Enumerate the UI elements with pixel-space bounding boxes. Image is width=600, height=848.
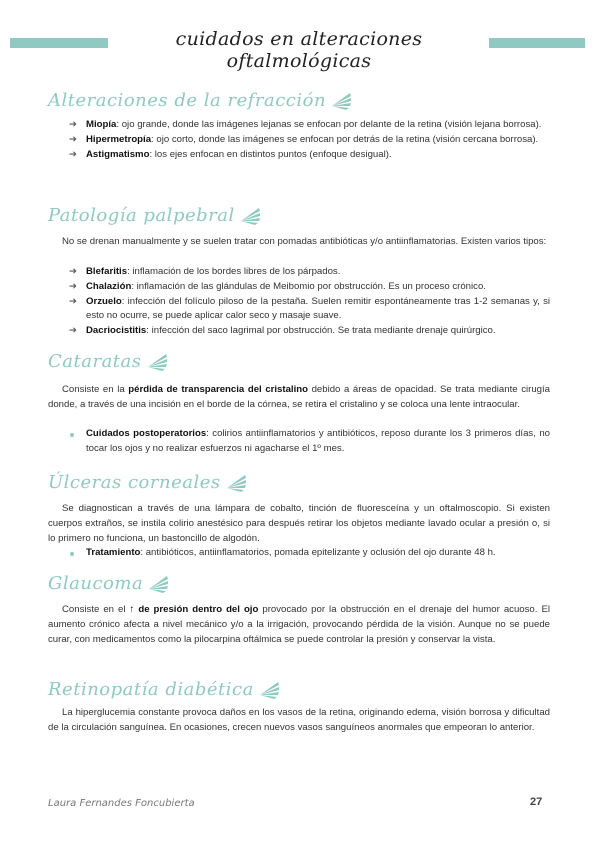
term: Miopía (86, 119, 117, 130)
page-number: 27 (530, 796, 543, 808)
fan-decoration-icon (146, 351, 168, 371)
arrow-bullet-icon: ➔ (69, 266, 78, 277)
arrow-bullet-icon: ➔ (69, 148, 78, 160)
cataratas-paragraph (48, 383, 550, 413)
arrow-bullet-icon: ➔ (69, 325, 78, 337)
arrow-bullet-icon: ➔ (69, 280, 78, 292)
definition: : inflamación de los bordes libres de los párpados. (127, 266, 341, 277)
list-item (48, 118, 550, 133)
arrow-bullet-icon: ➔ (69, 133, 78, 145)
palpebral-list (48, 265, 550, 339)
fan-decoration-icon (258, 679, 280, 699)
page-title: cuidados en alteraciones oftalmológicas (175, 28, 423, 72)
arrow-bullet-icon: ➔ (69, 295, 78, 307)
footer-author: Laura Fernandes Foncubierta (48, 798, 195, 809)
list-item (48, 280, 550, 295)
list-item (48, 265, 550, 280)
term: Cuidados postoperatorios (86, 428, 207, 439)
ulceras-paragraph: Se diagnostican a través de una lámpara de cobalto, tinción de fluoresceína y un oftalmoscopio. Si existen cuerpos extraños, se instila colirio anestésico para después retirar los objetos mediante lavado ocular a presión o, si lo primero no funciona, un bastoncillo de algodón. (48, 503, 550, 544)
list-item (48, 546, 550, 561)
page-header (0, 28, 600, 72)
text: Consiste en la (62, 384, 129, 395)
fan-decoration-icon (239, 205, 261, 225)
fan-decoration-icon (330, 90, 352, 110)
retinopatia-paragraph: La hiperglucemia constante provoca daños en los vasos de la retina, originando edema, visión borrosa y dificultad de la circulación sanguínea. En ocasiones, crecen nuevos vasos sanguíneos anormales que empeoran lo anterior. (48, 707, 550, 733)
text: Consiste en el (62, 604, 130, 615)
definition: : colirios antiinflamatorios y antibióticos, reposo durante los 3 primeros días, no tocar los ojos y no realizar esfuerzos ni agacharse el 1º mes. (86, 428, 550, 454)
definition: : infección del saco lagrimal por obstrucción. Se trata mediante drenaje quirúrgico. (146, 325, 496, 337)
term: Dacriocistitis (86, 325, 147, 337)
list-item (48, 148, 550, 163)
highlight: pérdida de transparencia del cristalino (128, 384, 308, 395)
text: debido a áreas de opacidad. Se trata mediante cirugía donde, a través de una incisión en el borde de la córnea, se retira el cristalino y se coloca una lente intraocular. (48, 384, 550, 410)
section-heading-retinopatia (48, 676, 280, 702)
fan-decoration-icon (147, 573, 169, 593)
list-item (48, 427, 550, 457)
dot-bullet-icon (70, 433, 74, 437)
palpebral-intro: No se drenan manualmente y se suelen tratar con pomadas antibióticas y/o antiinflamatorias. Existen varios tipos: (62, 236, 547, 247)
arrow-bullet-icon: ➔ (69, 119, 78, 130)
term: Blefaritis (86, 266, 128, 277)
cataratas-list (48, 427, 550, 457)
ulceras-list (48, 546, 550, 561)
section-heading-palpebral (48, 202, 261, 228)
term: Chalazión (86, 280, 132, 292)
section-heading-cataratas (48, 348, 168, 374)
term: Hipermetropía (86, 133, 152, 145)
section-heading-refraccion (48, 87, 352, 113)
section-title: Cataratas (48, 350, 142, 372)
dot-bullet-icon (70, 552, 74, 556)
header-bar-right (489, 38, 585, 48)
glaucoma-paragraph (48, 603, 550, 647)
section-title: Patología palpebral (48, 204, 235, 226)
text: provocado por la obstrucción en el drenaje del humor acuoso. El aumento crónico afecta a nivel mecánico y/o a la irrigación, provocando pérdida de la visión. Aunque no se puede curar, con medicamentos como la pilocarpina oftálmica se puede controlar la presión y conservar la vista. (48, 604, 550, 645)
definition: : inflamación de las glándulas de Meibomio por obstrucción. Es un proceso crónico. (131, 280, 486, 292)
section-title: Glaucoma (48, 572, 144, 594)
definition: : antibióticos, antiinflamatorios, pomada epitelizante y oclusión del ojo durante 48 h. (140, 547, 496, 558)
highlight: ↑ de presión dentro del ojo (129, 604, 259, 615)
section-title: Alteraciones de la refracción (48, 89, 327, 111)
header-bar-left (10, 38, 108, 48)
term: Astigmatismo (86, 148, 150, 160)
list-item (48, 324, 550, 339)
definition: : ojo corto, donde las imágenes se enfocan por detrás de la retina (visión cercana borrosa). (151, 133, 539, 145)
definition: : los ejes enfocan en distintos puntos (enfoque desigual). (149, 148, 392, 160)
term: Tratamiento (86, 547, 141, 558)
term: Orzuelo (86, 295, 122, 307)
section-heading-ulceras (48, 469, 247, 495)
list-item (48, 295, 550, 325)
section-title: Úlceras corneales (48, 471, 221, 493)
definition: : ojo grande, donde las imágenes lejanas se enfocan por delante de la retina (visión lejana borrosa). (116, 119, 542, 130)
fan-decoration-icon (225, 472, 247, 492)
section-heading-glaucoma (48, 570, 169, 596)
refraccion-list (48, 118, 550, 162)
section-title: Retinopatía diabética (48, 678, 254, 700)
list-item (48, 133, 550, 148)
definition: : infección del folículo piloso de la pestaña. Suelen remitir espontáneamente tras 1-2 semanas y, si esto no ocurre, se puede aplicar calor seco y masaje suave. (86, 295, 550, 322)
